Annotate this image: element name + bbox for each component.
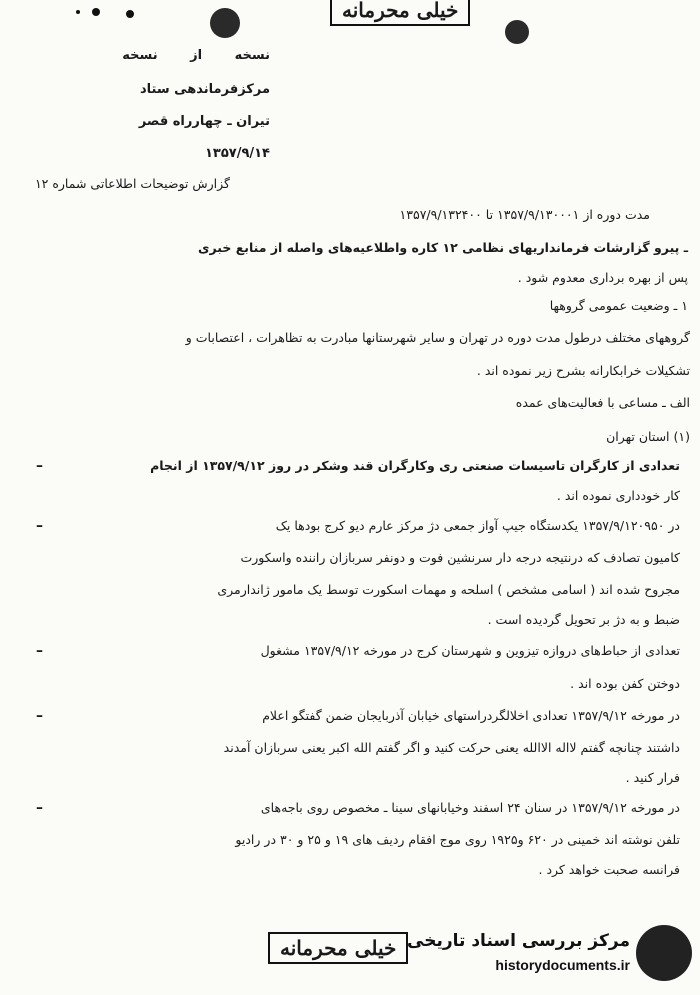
item-2-line-3: مجروح شده اند ( اسامی مشخص ) اسلحه و مهمات اسکورت توسط یک مامور ژاندارمری: [217, 582, 680, 597]
item-1-line-1: تعدادی از کارگران تاسیسات صنعتی ری وکارگران قند وشکر در روز ۱۳۵۷/۹/۱۲ از انجام: [150, 458, 680, 473]
section-heading: ۱ ـ وضعیت عمومی گروهها: [549, 298, 688, 313]
intro-line-2: تشکیلات خرابکارانه بشرح زیر نموده اند .: [476, 363, 690, 378]
classification-stamp-bottom: [268, 932, 408, 964]
item-1-line-2: کار خودداری نموده اند .: [556, 488, 680, 503]
subject-line: گزارش توضیحات اطلاعاتی شماره ۱۲: [34, 176, 230, 191]
document-date: ۱۳۵۷/۹/۱۴: [204, 146, 270, 161]
item-bullet: –: [36, 518, 43, 534]
subsection-a: الف ـ مساعی با فعالیت‌های عمده: [515, 395, 690, 410]
item-2-line-2: کامیون تصادف که درنتیجه درجه دار سرنشین فوت و دونفر سربازان راننده واسکورت: [240, 550, 680, 565]
item-4-line-3: فرار کنید .: [625, 770, 680, 785]
item-4-line-1: در مورخه ۱۳۵۷/۹/۱۲ تعدادی اخلالگردراستهای خیابان آذربایجان ضمن گفتگو اعلام: [262, 708, 680, 723]
reference-line-2: پس از بهره برداری معدوم شود .: [517, 270, 688, 285]
item-5-line-3: فرانسه صحبت خواهد کرد .: [538, 862, 680, 877]
item-3-line-2: دوختن کفن بوده اند .: [570, 676, 680, 691]
address: تیران ـ چهارراه قصر: [138, 114, 270, 129]
watermark-url: historydocuments.ir: [495, 957, 630, 973]
recipient: مرکزفرماندهی ستاد: [139, 82, 270, 97]
archive-logo-icon: [636, 925, 692, 981]
item-bullet: –: [36, 708, 43, 724]
punch-hole: [210, 8, 240, 38]
item-bullet: –: [36, 800, 43, 816]
subsection-1: (۱) استان تهران: [606, 429, 690, 444]
punch-hole-dot: [126, 10, 134, 18]
intro-line-1: گروههای مختلف درطول مدت دوره در تهران و سایر شهرستانها مبادرت به تظاهرات ، اعتصابات و: [185, 330, 690, 345]
punch-hole-dot: [76, 10, 80, 14]
item-4-line-2: داشتند چنانچه گفتم لااله الاالله یعنی حرکت کنید و اگر گفتم الله اکبر یعنی سربازان آمدند: [223, 740, 680, 755]
punch-hole: [505, 20, 529, 44]
punch-hole-dot: [92, 8, 100, 16]
reference-line-1: ـ پیرو گزارشات فرمانداریهای نظامی ۱۲ کاره واطلاعیه‌های واصله از منابع خبری: [198, 240, 688, 255]
item-2-line-1: در ۱۳۵۷/۹/۱۲۰۹۵۰ یکدستگاه جیپ آواز جمعی دژ مرکز عارم دیو کرج بودها یک: [275, 518, 680, 533]
item-bullet: –: [36, 458, 43, 474]
item-3-line-1: تعدادی از حباط‌های دروازه تیزوین و شهرستان کرج در مورخه ۱۳۵۷/۹/۱۲ مشغول: [260, 643, 680, 658]
watermark-title: مرکز بررسی اسناد تاریخی: [407, 931, 630, 951]
item-2-line-4: ضبط و به دژ بر تحویل گردیده است .: [487, 612, 680, 627]
classification-label: خیلی محرمانه: [280, 936, 397, 960]
archive-watermark: [407, 925, 692, 983]
classification-label: خیلی محرمانه: [342, 0, 459, 22]
item-5-line-1: در مورخه ۱۳۵۷/۹/۱۲ در سنان ۲۴ اسفند وخیابانهای سینا ـ مخصوص روی باجه‌های: [260, 800, 680, 815]
period-line: مدت دوره از ۱۳۵۷/۹/۱۳۰۰۰۱ تا ۱۳۵۷/۹/۱۳۲۴۰۰: [399, 207, 650, 222]
item-bullet: –: [36, 643, 43, 659]
copy-line: نسخه از نسخه: [122, 48, 270, 63]
classification-stamp-top: [330, 0, 470, 26]
item-5-line-2: تلفن نوشته اند خمینی در ۶۲۰ و۱۹۲۵ روی موج افقام ردیف های ۱۹ و ۲۵ و ۳۰ در رادیو: [235, 832, 680, 847]
